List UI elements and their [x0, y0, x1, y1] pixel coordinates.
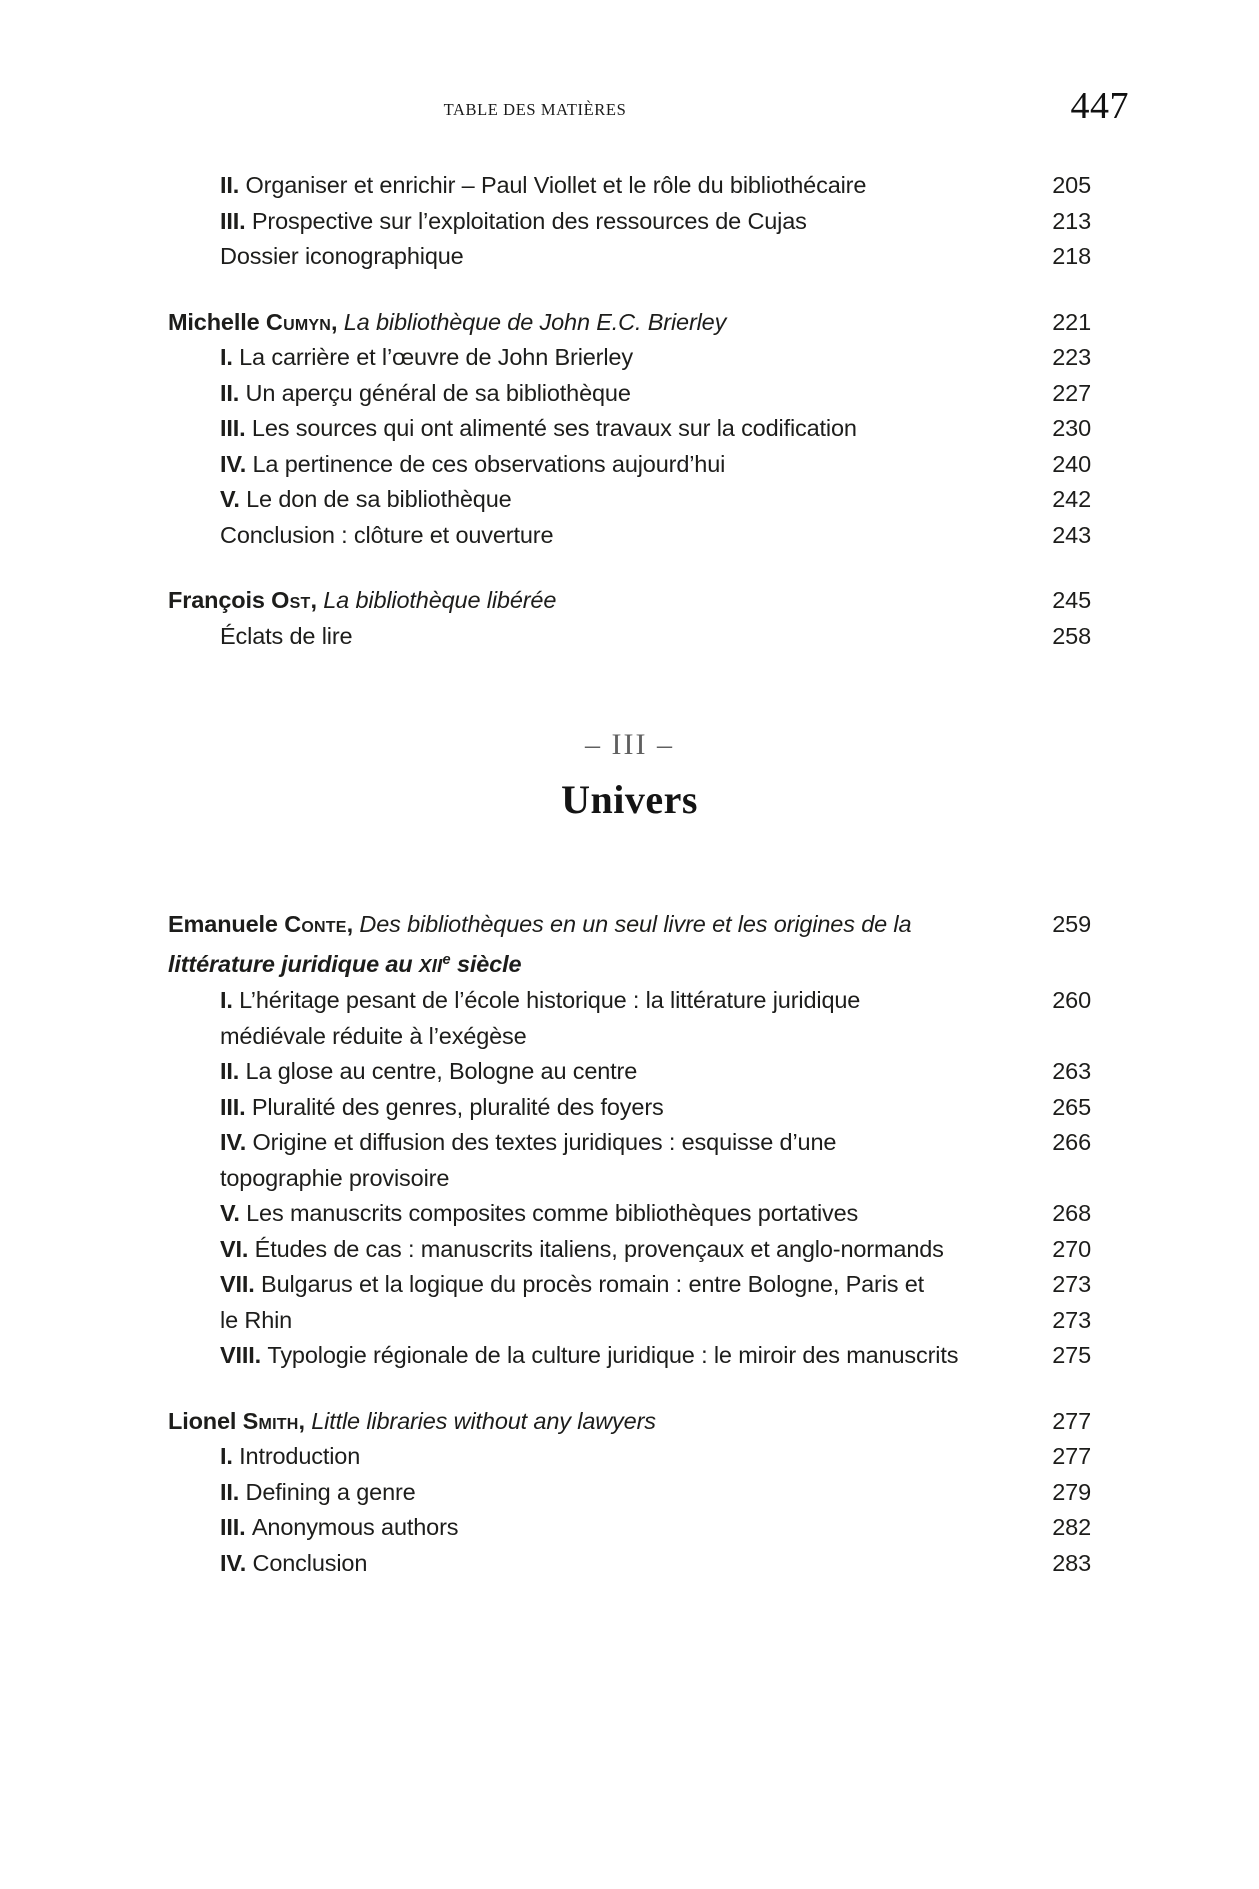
entry-page-number: 213 [1052, 207, 1091, 234]
running-head [0, 85, 1259, 127]
section-roman-numeral: I. [220, 987, 240, 1013]
plain-entry-text: Conclusion : clôture et ouverture [220, 521, 554, 548]
author-surname: Smith [242, 1407, 299, 1434]
toc-entry-section[interactable] [168, 376, 1091, 412]
entry-page-number: 258 [1052, 622, 1091, 649]
toc-entry-section[interactable] [168, 1546, 1091, 1582]
section-entry-text [168, 168, 1091, 204]
section-entry-text [168, 1125, 1091, 1161]
group-cujas-tail [168, 168, 1091, 275]
toc-entry-section[interactable] [168, 1090, 1091, 1126]
title-text-after-century: siècle [450, 950, 522, 977]
entry-page-number: 240 [1052, 450, 1091, 477]
century-roman-numeral: XII [418, 954, 443, 976]
section-entry-text [168, 1546, 1091, 1582]
toc-entry-section[interactable] [168, 1510, 1091, 1546]
section-title-continuation: topographie provisoire [220, 1164, 450, 1191]
section-roman-numeral: V. [220, 1200, 247, 1226]
author-entry-text [168, 1404, 1091, 1440]
section-roman-numeral: II. [220, 1058, 246, 1084]
entry-page-number: 205 [1052, 172, 1091, 198]
section-title: Introduction [239, 1443, 361, 1469]
toc-entry-section[interactable] [168, 482, 1091, 518]
toc-entry-section[interactable] [168, 1338, 1091, 1374]
author-given-name: Emanuele [168, 911, 285, 937]
section-roman-numeral: I. [220, 344, 240, 370]
section-entry-text [168, 482, 1091, 518]
section-entry-text [168, 1054, 1091, 1090]
section-roman-numeral: II. [220, 379, 246, 406]
toc-entry-plain[interactable] [168, 619, 1091, 655]
author-surname: Cumyn [265, 308, 331, 335]
section-title: Origine et diffusion des textes juridiques : esquisse d’une [252, 1129, 837, 1155]
section-entry-text [168, 1267, 1091, 1303]
entry-page-number: 223 [1052, 344, 1091, 370]
entry-page-number: 227 [1052, 379, 1091, 406]
toc-entry-section-continuation[interactable] [168, 1019, 1091, 1055]
section-roman-numeral: I. [220, 1443, 240, 1469]
group-spacer [168, 275, 1091, 305]
entry-page-number: 260 [1052, 987, 1091, 1013]
section-entry-text [168, 1090, 1091, 1126]
century-ordinal-suffix: e [442, 951, 451, 968]
entry-page-number: 270 [1052, 1235, 1091, 1262]
entry-page-number: 277 [1052, 1407, 1091, 1434]
toc-entry-section[interactable] [168, 411, 1091, 447]
section-entry-text [168, 447, 1091, 483]
entry-page-number: 218 [1052, 243, 1091, 269]
section-entry-text [168, 1439, 1091, 1475]
group-spacer [168, 1374, 1091, 1404]
section-title: Les manuscrits composites comme bibliothèques portatives [246, 1200, 859, 1226]
section-title: Defining a genre [245, 1478, 416, 1505]
author-surname: Ost [271, 587, 311, 613]
entry-page-number: 273 [1052, 1306, 1091, 1333]
toc-entry-author[interactable] [168, 305, 1091, 341]
section-entry-text [168, 1196, 1091, 1232]
plain-entry-text: le Rhin [220, 1306, 293, 1333]
entry-page-number: 242 [1052, 486, 1091, 512]
section-roman-numeral: III. [220, 207, 252, 234]
section-roman-numeral: IV. [220, 1129, 253, 1155]
section-roman-numeral: VII. [220, 1271, 262, 1297]
entry-page-number: 221 [1052, 308, 1091, 335]
section-roman-numeral: IV. [220, 1549, 253, 1576]
entry-page-number: 277 [1052, 1443, 1091, 1469]
section-title: La glose au centre, Bologne au centre [245, 1058, 638, 1084]
section-title: Bulgarus et la logique du procès romain : entre Bologne, Paris et [261, 1271, 925, 1297]
author-entry-text [168, 583, 1091, 619]
group-spacer [168, 553, 1091, 583]
title-text-before-century: littérature juridique au [168, 950, 419, 977]
section-entry-text [168, 376, 1091, 412]
section-entry-text [168, 411, 1091, 447]
author-entry-text [168, 305, 1091, 341]
section-title: Prospective sur l’exploitation des ressources de Cujas [251, 207, 807, 234]
plain-entry-text: Dossier iconographique [220, 243, 464, 269]
section-roman-numeral: IV. [220, 450, 253, 477]
toc-entry-author[interactable] [168, 1404, 1091, 1440]
section-roman-numeral: III. [220, 415, 252, 441]
plain-entry-text: Éclats de lire [220, 622, 353, 649]
author-title-separator: , [346, 911, 360, 937]
contribution-title-continuation [168, 943, 1091, 984]
contribution-title: Little libraries without any lawyers [311, 1407, 656, 1434]
group-smith [168, 1404, 1091, 1582]
page-folio-number: 447 [1070, 85, 1129, 127]
section-roman-numeral: VI. [220, 1235, 255, 1262]
author-title-separator: , [310, 587, 324, 613]
part-divider [168, 728, 1091, 823]
author-given-name: Lionel [168, 1407, 243, 1434]
entry-page-number: 243 [1052, 521, 1091, 548]
section-title: L’héritage pesant de l’école historique : la littérature juridique [239, 987, 861, 1013]
toc-entry-section[interactable] [168, 1475, 1091, 1511]
contribution-title-italic [168, 951, 521, 977]
entry-page-number: 273 [1052, 1271, 1091, 1297]
section-entry-text [168, 1510, 1091, 1546]
toc-entry-plain[interactable] [168, 239, 1091, 275]
section-entry-text [168, 1338, 1091, 1374]
author-title-separator: , [331, 308, 344, 335]
toc-entry-section[interactable] [168, 1196, 1091, 1232]
entry-page-number: 245 [1052, 587, 1091, 613]
contribution-title: Des bibliothèques en un seul livre et les origines de la [359, 911, 912, 937]
section-title: Pluralité des genres, pluralité des foyers [251, 1093, 664, 1120]
entry-page-number: 268 [1052, 1200, 1091, 1226]
section-title: Conclusion [252, 1549, 368, 1576]
toc-entry-section[interactable] [168, 983, 1091, 1019]
section-roman-numeral: II. [220, 1478, 246, 1505]
entry-page-number: 265 [1052, 1093, 1091, 1120]
toc-entry-section[interactable] [168, 204, 1091, 240]
section-roman-numeral: VIII. [220, 1342, 268, 1368]
section-title: La carrière et l’œuvre de John Brierley [239, 344, 633, 370]
author-given-name: François [168, 587, 272, 613]
toc-entry-section[interactable] [168, 1267, 1091, 1303]
section-title: Un aperçu général de sa bibliothèque [245, 379, 631, 406]
entry-page-number: 283 [1052, 1549, 1091, 1576]
toc-entry-section[interactable] [168, 1439, 1091, 1475]
entry-page-number: 266 [1052, 1129, 1091, 1155]
group-ost [168, 583, 1091, 654]
section-title: Typologie régionale de la culture juridique : le miroir des manuscrits [267, 1342, 959, 1368]
part-title: Univers [561, 777, 698, 822]
contribution-title: La bibliothèque de John E.C. Brierley [343, 308, 727, 335]
toc-entry-section[interactable] [168, 340, 1091, 376]
entry-page-number: 263 [1052, 1058, 1091, 1084]
section-roman-numeral: V. [220, 486, 247, 512]
section-entry-text [168, 204, 1091, 240]
toc-entry-section[interactable] [168, 168, 1091, 204]
section-title: Le don de sa bibliothèque [246, 486, 512, 512]
group-cumyn [168, 305, 1091, 554]
toc-entry-section-continuation[interactable] [168, 1161, 1091, 1197]
toc-entry-section[interactable] [168, 1125, 1091, 1161]
contribution-title: La bibliothèque libérée [323, 587, 557, 613]
author-entry-text [168, 907, 1091, 943]
section-entry-text [168, 1475, 1091, 1511]
toc-entry-plain[interactable] [168, 518, 1091, 554]
entry-page-number: 275 [1052, 1342, 1091, 1368]
entry-page-number: 282 [1052, 1514, 1091, 1540]
toc-entry-plain[interactable] [168, 1303, 1091, 1339]
toc-entry-section[interactable] [168, 1232, 1091, 1268]
section-title: Études de cas : manuscrits italiens, provençaux et anglo-normands [254, 1235, 944, 1262]
author-given-name: Michelle [168, 308, 266, 335]
section-entry-text [168, 983, 1091, 1019]
toc-entry-author-continuation[interactable] [168, 943, 1091, 984]
toc-entry-section[interactable] [168, 1054, 1091, 1090]
author-title-separator: , [298, 1407, 312, 1434]
toc-content [168, 168, 1091, 1581]
entry-page-number: 259 [1052, 911, 1091, 937]
section-title-continuation: médiévale réduite à l’exégèse [220, 1022, 527, 1049]
entry-page-number: 230 [1052, 415, 1091, 441]
section-title: La pertinence de ces observations aujourd’hui [252, 450, 726, 477]
author-surname: Conte [284, 911, 347, 937]
section-entry-text [168, 1232, 1091, 1268]
section-title: Les sources qui ont alimenté ses travaux sur la codification [251, 415, 857, 441]
part-number: – III – [585, 728, 674, 761]
toc-entry-section[interactable] [168, 447, 1091, 483]
section-title: Organiser et enrichir – Paul Viollet et le rôle du bibliothécaire [245, 172, 867, 198]
divider-spacer [168, 823, 1091, 907]
section-entry-text [168, 340, 1091, 376]
section-roman-numeral: II. [220, 172, 246, 198]
section-roman-numeral: III. [220, 1093, 252, 1120]
running-head-title: TABLE DES MATIÈRES [443, 100, 627, 119]
toc-entry-author[interactable] [168, 907, 1091, 943]
group-conte [168, 907, 1091, 1374]
section-roman-numeral: III. [220, 1514, 252, 1540]
section-title: Anonymous authors [251, 1514, 459, 1540]
toc-entry-author[interactable] [168, 583, 1091, 619]
entry-page-number: 279 [1052, 1478, 1091, 1505]
